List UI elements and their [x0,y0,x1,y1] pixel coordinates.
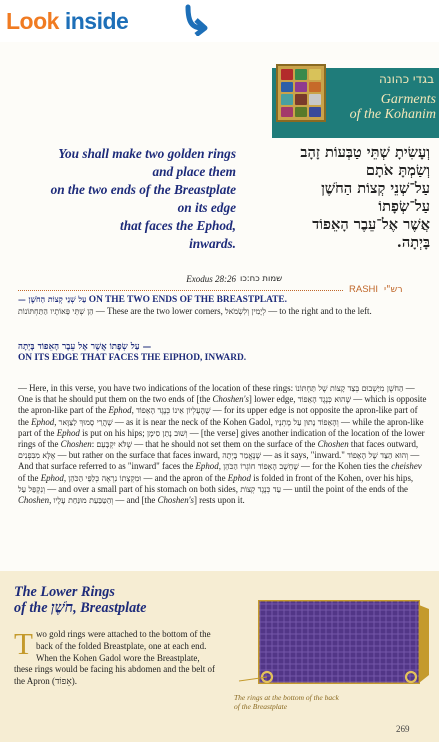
rashi-hebrew-fragment: וְשׁוּב נָתַן סִימָן [146,428,188,438]
verse-reference-hebrew: שמות כח:כו [240,274,283,284]
rashi-heading-1 [18,294,430,306]
rashi-hebrew-fragment: שֶׁהָעֶלְיוֹן אֵינוֹ כְּנֶגֶד הָאֵפוֹד [136,406,211,416]
rashi-hebrew-fragment: וְהוּא הַצַּד שֶׁל הָאֵפוֹד [347,451,409,461]
verse-reference-english: Exodus 28:26 [186,274,236,284]
rashi-english-fragment: — but rather on the surface that faces inward, [55,450,223,461]
verse-hebrew-line: עַל־שְׁנֵי קְצוֹת הַחֹשֶׁן [321,180,430,197]
rashi-english-fragment: ] rests upon it. [194,495,245,506]
rashi-hebrew-fragment: שֶׁהוּא כְּנֶגֶד הָאֵפוֹד [297,395,352,405]
rashi-english-fragment: Ephod [227,472,251,483]
verse-english-line: You shall make two golden rings [58,146,236,161]
rashi-english-fragment: Choshen [317,439,349,450]
rashi-english-fragment: is folded in front of the Kohen, over his hips, [250,472,414,483]
rashi-english-fragment: Choshen [60,439,92,450]
lower-rings-body [14,626,220,688]
curved-arrow-icon [182,4,210,36]
rashi-english-fragment: Ephod [108,405,132,416]
rashi-hebrew-fragment: שֶׁחֵשֶׁב הָאֵפוֹד חוֹגְרוֹ הַכֹּהֵן [223,462,299,472]
rashi-english-fragment: ] lower edge, [248,394,298,405]
book-page [0,42,439,734]
verse-hebrew-line: עַל־שְׂפָתוֹ [378,198,430,215]
lower-rings-title-line: of the חֹשֶׁן, Breastplate [14,600,147,616]
banner-title-line: of the Kohanim [349,107,436,122]
rashi-hebrew-fragment: שֶׁהֲרֵי סָמוּךְ לַצַּוָּאר [58,417,113,427]
verse-hebrew-line: בָּיְתָה. [396,234,430,251]
rashi-hebrew-fragment: שֶׁלֹּא יִקְבָּעֵם [96,440,132,450]
rashi-hebrew-fragment: אֶלָּא מִבִּפְנִים [18,451,56,461]
rashi-english-fragment: — while the apron-like part of the [18,416,424,438]
rashi-english-fragment: — until the point of the ends of the [281,483,408,494]
rashi-hebrew-fragment: וְהָאֵפוֹד נָתוּן עַל מָתְנָיו [275,417,339,427]
verse-english-line: on its edge [177,200,236,215]
page-number: 269 [396,724,410,734]
rashi-hebrew-fragment: הַחֹשֶׁן מִיַּשְׁבוּם בְּצַד קָצוֹת שֶׁל תַּחְתּוֹנוֹ [295,384,404,393]
rashi-english-fragment: — and [the [113,495,158,506]
rashi-label-english: RASHI [349,284,379,295]
rashi-english-fragment: — And that surface referred to as "inward" faces the [18,450,420,472]
rashi-paragraph-2-heading [18,342,430,364]
logo-word-look: Look [6,8,59,34]
verse-english-line: that faces the Ephod, [120,218,236,233]
verse-english-line: inwards. [189,236,236,251]
rashi-english-fragment: — for the Kohen ties the [298,461,392,472]
rashi-english-fragment: — One is that he should put them on the two ends of [the [18,383,415,405]
rashi-english-fragment: — as it is near the neck of the Kohen Gadol, [112,416,276,427]
rashi-paragraph-1 [18,294,430,317]
verse-english-line: on the two ends of the Breastplate [50,182,236,197]
rashi-english-fragment: — [the verse] gives another indication of the location of the lower rings of the [18,427,425,450]
rashi-hebrew-fragment: וּמִקְצָתוֹ נִרְאֶה כְּלַפֵּי הַכֹּהֵן [68,473,142,483]
rashi-english-fragment: Choshen's [157,495,194,506]
rashi-gloss [18,306,430,317]
rashi-english-fragment: — Here, in this verse, you have two indications of the location of these rings: [18,383,296,393]
rashi-english-fragment: — which is opposite the apron-like part of the [18,394,427,416]
rashi-hebrew-fragment: עַד כְּנֶגֶד קְצוֹת [240,484,281,494]
banner-hebrew-title: בגדי כהונה [378,72,434,86]
verse-english-line: and place them [152,164,236,179]
rashi-english-fragment: — for its upper edge is not opposite the apron-like part of the [18,405,418,427]
rashi-divider [18,290,343,291]
verse-hebrew [240,144,430,252]
rashi-paragraph-3 [18,383,430,506]
verse-hebrew-line: וְשַׂמְתָּ אֹתָם [365,162,430,179]
rashi-label-hebrew: רש"י [384,284,403,295]
drop-cap: T [14,626,33,661]
rashi-heading-english: ON THE TWO ENDS OF THE BREASTPLATE. [88,295,288,305]
rashi-english-fragment: — to the right and to the left. [268,306,372,317]
rashi-english-fragment: Ephod [195,461,219,472]
verse-hebrew-line: וְעָשִׂיתָ שְׁתֵּי טַבְּעוֹת זָהָב [300,144,430,161]
rashi-hebrew-fragment: שֶׁנֶּאֱמַר בָּיְתָה [222,451,261,461]
rashi-english-fragment: Ephod [40,472,64,483]
rashi-english-fragment: — and over a small part of his stomach on both sides, [44,483,241,494]
rashi-english-fragment: is put on his hips; [79,427,147,438]
rashi-english-fragment: — as it says, "inward." [260,450,348,461]
rashi-heading-hebrew-2: עַל שְׂפָתוֹ אֲשֶׁר אֶל עֵבֶר הָאֵפוֹד בָּיְתָה — [18,342,152,352]
rashi-english-fragment: , [54,416,59,427]
logo-word-inside: inside [64,8,129,34]
verse-hebrew-line: אֲשֶׁר אֶל־עֵבֶר הָאֵפוֹד [312,216,430,233]
breastplate-thumbnail [276,64,326,122]
rashi-english-fragment: that faces outward, [348,439,419,450]
rashi-english-fragment: Ephod [31,416,55,427]
rashi-english-fragment: — that he should not set them on the surface of the [131,439,318,450]
lower-rings-title-line: The Lower Rings [14,584,115,600]
rashi-english-fragment: , [131,405,137,416]
rashi-english-fragment: Ephod [56,427,80,438]
verse-english [18,145,236,253]
look-inside-logo [6,8,128,35]
rashi-heading-hebrew: עַל שְׁנֵי קְצוֹת הַחֹשֶׁן — [18,295,87,304]
rashi-heading-english-2: ON ITS EDGE THAT FACES THE EIPHOD, INWARD. [18,353,247,364]
rashi-english-fragment: , [218,461,224,472]
lower-rings-title [14,584,214,616]
rashi-english-fragment: Choshen [18,495,50,506]
rashi-english-fragment: : [91,439,97,450]
header-bar [0,0,439,42]
rashi-english-fragment: , [49,495,54,506]
photo-caption: The rings at the bottom of the back of the Breastplate [234,693,339,711]
rashi-english-fragment: — These are the two lower corners, [95,306,223,317]
rashi-english-fragment: , [63,472,69,483]
lower-rings-text: wo gold rings were attached to the bottom of the back of the folded Breastplate, one at each end. When the Kohen Gadol wore the Breastplate, these rings would be facing his abdomen and the belt of the Apron (אֵפוֹד). [14,629,215,687]
rashi-hebrew-fragment: וְנִקְפַּל עַל [18,484,45,494]
rashi-english-fragment: — and the apron of the [141,472,228,483]
banner-title-line: Garments [380,92,436,107]
rashi-english-fragment: Choshen's [212,394,249,405]
breastplate-rings-photo [233,595,433,687]
rashi-english-fragment: cheishev [391,461,422,472]
rashi-hebrew-fragment: הֵן שְׁתֵּי פֵּאוֹתָיו הַתַּחְתּוֹנוֹת [18,307,94,317]
rashi-hebrew-fragment: לְיָמִין וְלִשְׂמֹאל [225,307,266,317]
rashi-english-fragment: of the [18,472,41,483]
rashi-hebrew-fragment: וְהַטַּבַּעַת מוּנַּחַת עָלָיו [53,496,114,506]
banner-english-title [326,92,436,122]
